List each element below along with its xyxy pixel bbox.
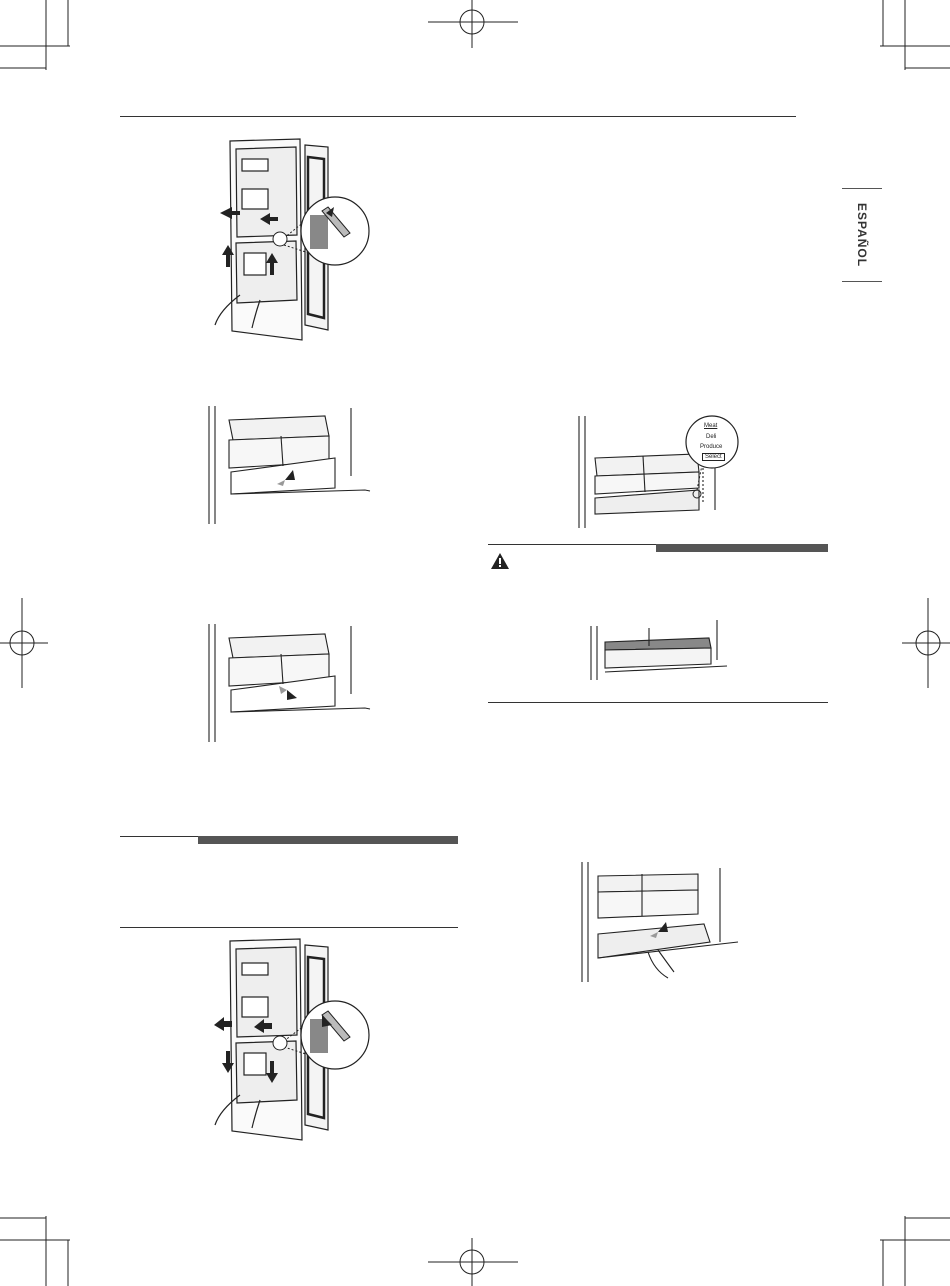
- illustration-drawer-label-selector: [575, 410, 745, 530]
- label-option-deli: Deli: [706, 434, 717, 440]
- language-tab-label: ESPAÑOL: [855, 202, 869, 268]
- illustration-door-bin-install: [200, 935, 380, 1145]
- note-box-header-bar: [198, 836, 458, 844]
- header-rule: [120, 116, 796, 117]
- label-option-produce: Produce: [700, 444, 723, 450]
- label-option-meat: Meat: [704, 423, 718, 429]
- language-tab: [842, 188, 882, 282]
- note-box-bottom-rule: [120, 927, 458, 928]
- illustration-drawer-lift: [205, 406, 385, 526]
- illustration-drawer-pull: [578, 862, 748, 984]
- warning-box-bottom-rule: [488, 702, 828, 703]
- illustration-drawer-insert: [205, 624, 385, 744]
- warning-triangle-icon: [490, 552, 510, 570]
- illustration-drawer-cover: [587, 620, 747, 682]
- warning-box-header-bar: [656, 544, 828, 552]
- illustration-door-bin-remove: [200, 135, 380, 345]
- label-option-select: Select: [702, 453, 725, 461]
